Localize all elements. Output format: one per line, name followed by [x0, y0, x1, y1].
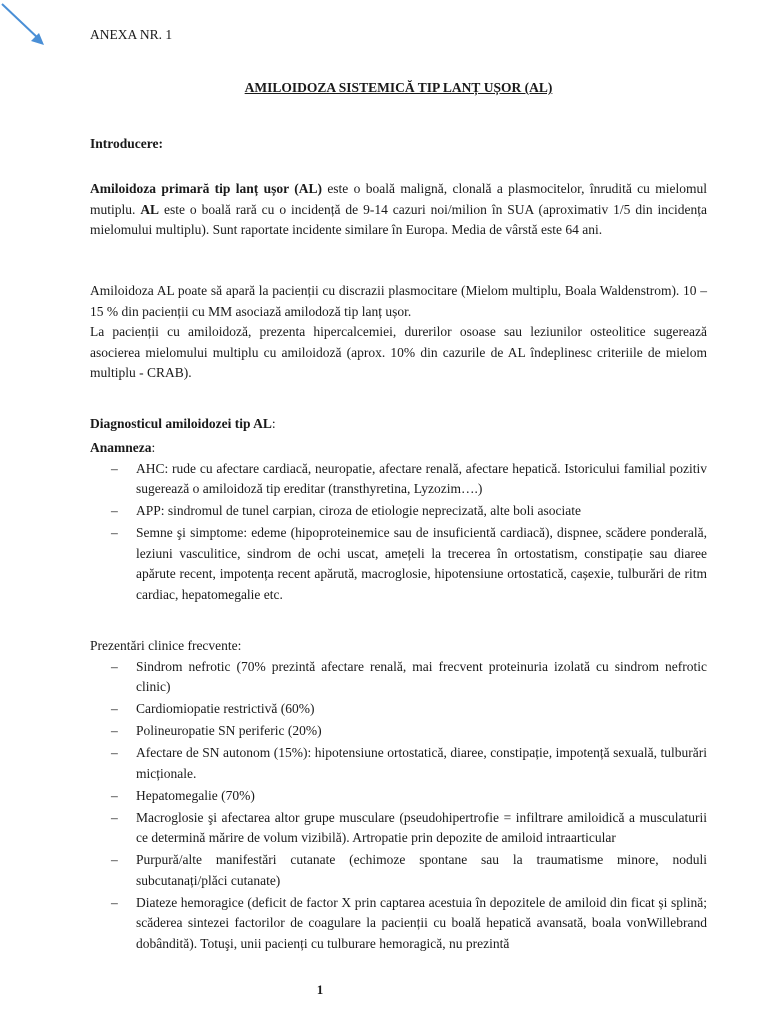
- list-item: – APP: sindromul de tunel carpian, ciroza de etiologie neprecizată, alte boli asociate: [90, 501, 707, 522]
- intro-term-bold: Amiloidoza primară tip lanț ușor (AL): [90, 181, 322, 196]
- list-item: – Hepatomegalie (70%): [90, 786, 707, 807]
- list-item: – Sindrom nefrotic (70% prezintă afectare renală, mai frecvent proteinuria izolată cu sindrom nefrotic clinic): [90, 657, 707, 698]
- diagnosis-heading-colon: :: [271, 416, 276, 431]
- intro-text-1: este o boală malignă, clonală a plasmocitelor, înrudită cu mielomul mutiplu.: [90, 181, 707, 217]
- anamneza-section: [90, 438, 707, 607]
- diagnosis-heading: [90, 414, 707, 435]
- clinical-section: [90, 636, 707, 956]
- diagnosis-heading-bold: Diagnosticul amiloidozei tip AL: [90, 416, 272, 431]
- intro-text-2: este o boală rară cu o incidență de 9-14 cazuri noi/milion în SUA (aproximativ 1/5 din incidența mielomului multiplu). Sunt raportate incidente similare în Europa. Media de vârstă este 64 ani.: [90, 201, 707, 237]
- anamneza-heading-colon: :: [151, 440, 156, 455]
- list-item: – Afectare de SN autonom (15%): hipotensiune ortostatică, diaree, constipație, impotență sexuală, tulburări micționale.: [90, 743, 707, 784]
- document-title: AMILOIDOZA SISTEMICĂ TIP LANȚ UȘOR (AL): [244, 80, 553, 95]
- intro-paragraph-1: [90, 179, 707, 241]
- arrow-annotation-icon: [0, 0, 60, 60]
- list-item: – Macroglosie şi afectarea altor grupe musculare (pseudohipertrofie = infiltrare amiloidică a musculaturii ce determină mărire de volum vizibilă). Artropatie prin depozite de amiloid intraarticular: [90, 808, 707, 849]
- list-item: – AHC: rude cu afectare cardiacă, neuropatie, afectare renală, afectare hepatică. Istoricului familial pozitiv sugerează o amiloidoză tip ereditar (transthyretina, Lyzozim….): [90, 459, 707, 500]
- clinical-list: [90, 657, 707, 955]
- page-number: 1: [316, 982, 324, 997]
- clinical-heading: Prezentări clinice frecvente:: [90, 638, 242, 653]
- intro-paragraph-3: La pacienții cu amiloidoză, prezenta hipercalcemiei, durerilor osoase sau leziunilor osteolitice sugerează asocierea mielomului multiplu cu amiloidoză (aprox. 10% din cazurile de AL îndeplinesc criteriile de mielom multiplu - CRAB).: [90, 324, 707, 380]
- anamneza-heading-bold: Anamneza: [90, 440, 152, 455]
- intro-heading: Introducere:: [90, 136, 163, 151]
- intro-al-bold: AL: [140, 201, 160, 217]
- intro-paragraph-2: Amiloidoza AL poate să apară la pacienții cu discrazii plasmocitare (Mielom multiplu, Boala Waldenstrom). 10 – 15 % din pacienții cu MM asociază amilodoză tip lanț ușor.: [90, 283, 707, 319]
- annex-label: ANEXA NR. 1: [90, 27, 173, 42]
- list-item: – Cardiomiopatie restrictivă (60%): [90, 699, 707, 720]
- list-item: – Polineuropatie SN periferic (20%): [90, 721, 707, 742]
- anamneza-heading: [90, 438, 707, 459]
- list-item: – Diateze hemoragice (deficit de factor X prin captarea acestuia în depozitele de amiloid din ficat și splină; scăderea sintezei factorilor de coagulare la pacienții cu boală hepatică avansată, boala vonWillebrand dobândită). Totuşi, unii pacienți cu tulburare hemoragică, nu prezintă: [90, 893, 707, 955]
- list-item: – Purpură/alte manifestări cutanate (echimoze spontane sau la traumatisme minore, noduli subcutanați/plăci cutanate): [90, 850, 707, 891]
- anamneza-list: [90, 459, 707, 606]
- list-item: – Semne şi simptome: edeme (hipoproteinemice sau de insuficientă cardiacă), dispnee, scădere ponderală, leziuni vasculitice, sindrom de ochi uscat, amețeli la trecerea în ortostatism, constipație sau diaree apărute recent, impotența recent apărută, macroglosie, hipotensiune ortostatică, cașexie, tulburări de ritm cardiac, hepatomegalie etc.: [90, 523, 707, 605]
